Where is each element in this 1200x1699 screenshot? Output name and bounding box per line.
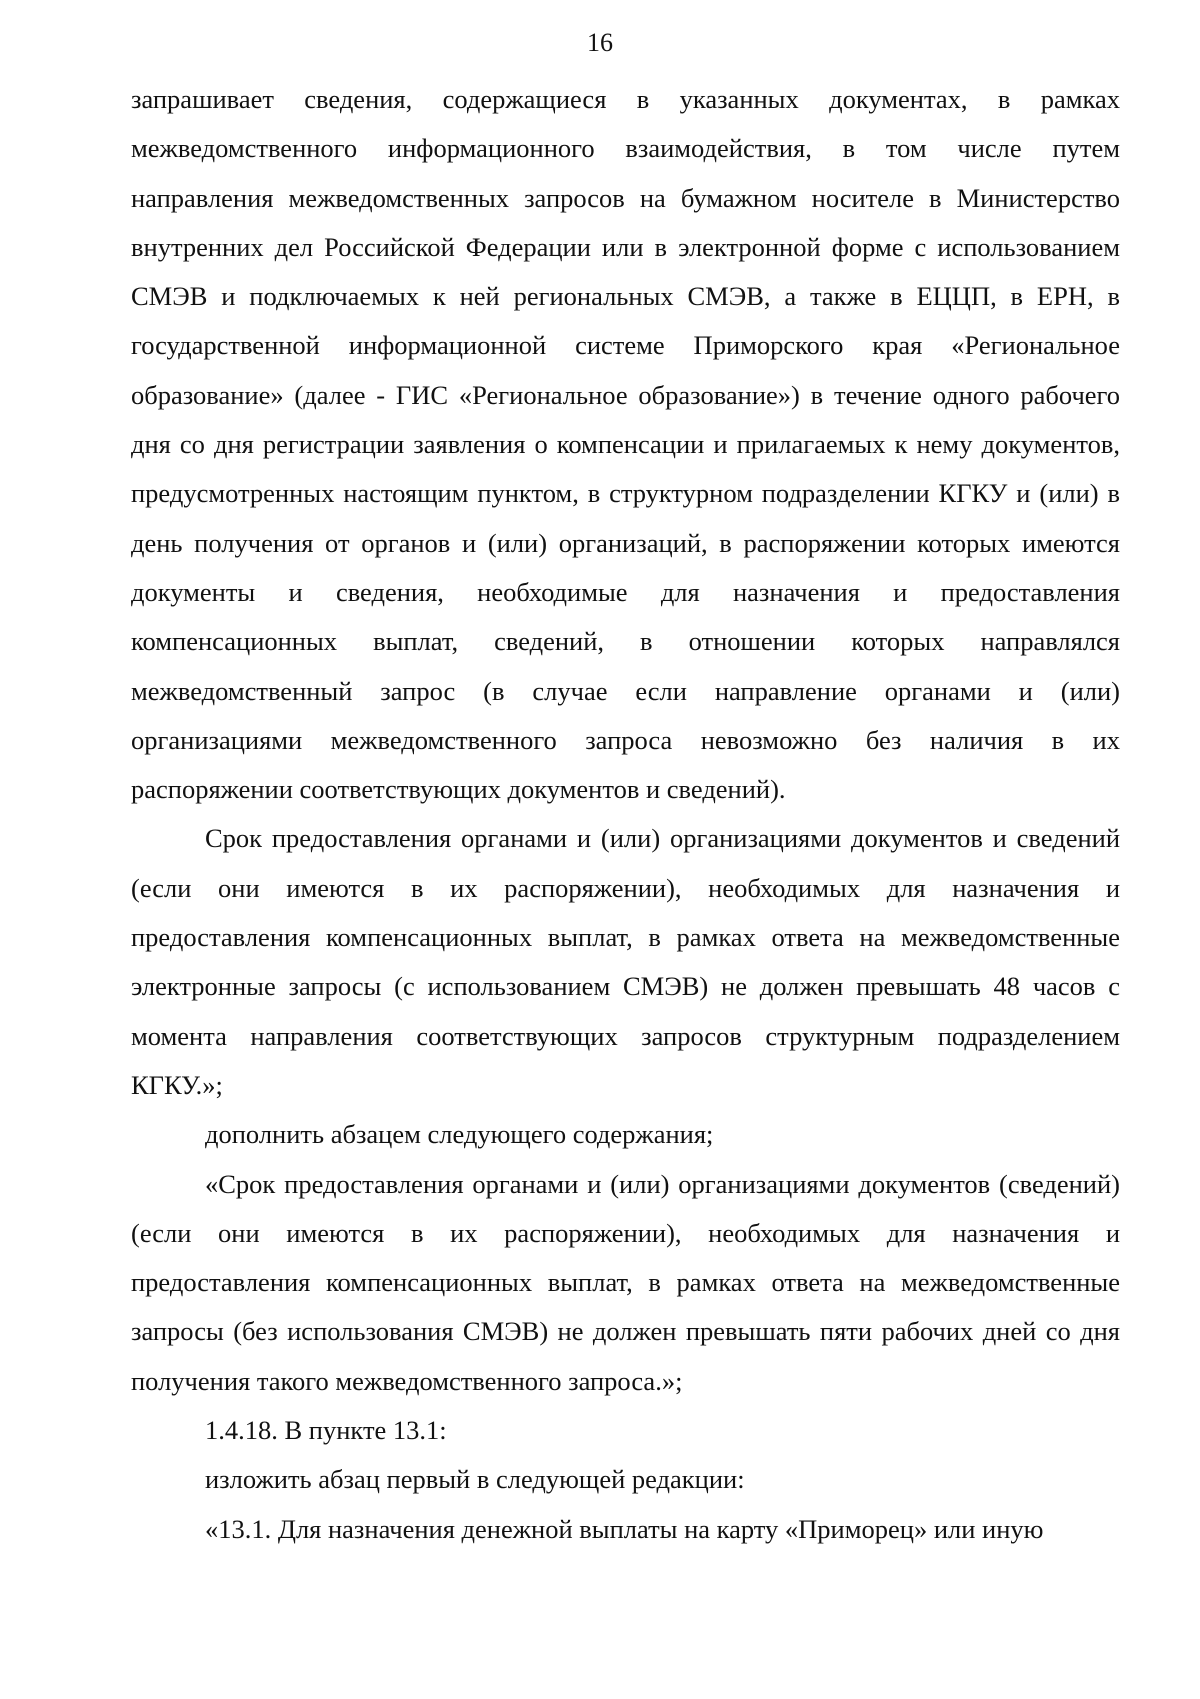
page-number: 16 (587, 28, 613, 57)
paragraph-response-deadline-paper: «Срок предоставления органами и (или) организациями документов (сведений) (если они имеются в их распоряжении), необходимых для назначения и предоставления компенсационных выплат, в рамках ответа на межведомственные запросы (без использования СМЭВ) не должен превышать пяти рабочих дней со дня получения такого межведомственного запроса.»; (131, 1168, 1120, 1396)
paragraph-response-deadline-electronic: Срок предоставления органами и (или) организациями документов и сведений (если они имеются в их распоряжении), необходимых для назначения и предоставления компенсационных выплат, в рамках ответа на межведомственные электронные запросы (с использованием СМЭВ) не должен превышать 48 часов с момента направления соответствующих запросов структурным подразделением КГКУ.»; (131, 823, 1120, 1100)
paragraph-clause-heading: 1.4.18. В пункте 13.1: (205, 1415, 447, 1446)
paragraph-continuation: запрашивает сведения, содержащиеся в указанных документах, в рамках межведомственного информационного взаимодействия, в том числе путем направления межведомственных запросов на бумажном носителе в Министерство внутренних дел Российской Федерации или в электронной форме с использованием СМЭВ и подключаемых к ней региональных СМЭВ, а также в ЕЦЦП, в ЕРН, в государственной информационной системе Приморского края «Региональное образование» (далее - ГИС «Региональное образование») в течение одного рабочего дня со дня регистрации заявления о компенсации и прилагаемых к нему документов, предусмотренных настоящим пунктом, в структурном подразделении КГКУ и (или) в день получения от органов и (или) организаций, в распоряжении которых имеются документы и сведения, необходимые для назначения и предоставления компенсационных выплат, сведений, в отношении которых направлялся межведомственный запрос (в случае если направление органами и (или) организациями межведомственного запроса невозможно без наличия в их распоряжении соответствующих документов и сведений). (131, 84, 1120, 805)
document-body (131, 75, 1120, 1554)
paragraph-amendment-instruction: дополнить абзацем следующего содержания; (205, 1119, 714, 1150)
paragraph-clause-13-1: «13.1. Для назначения денежной выплаты на карту «Приморец» или иную (205, 1513, 1044, 1544)
paragraph-revision-instruction: изложить абзац первый в следующей редакции: (205, 1464, 745, 1495)
